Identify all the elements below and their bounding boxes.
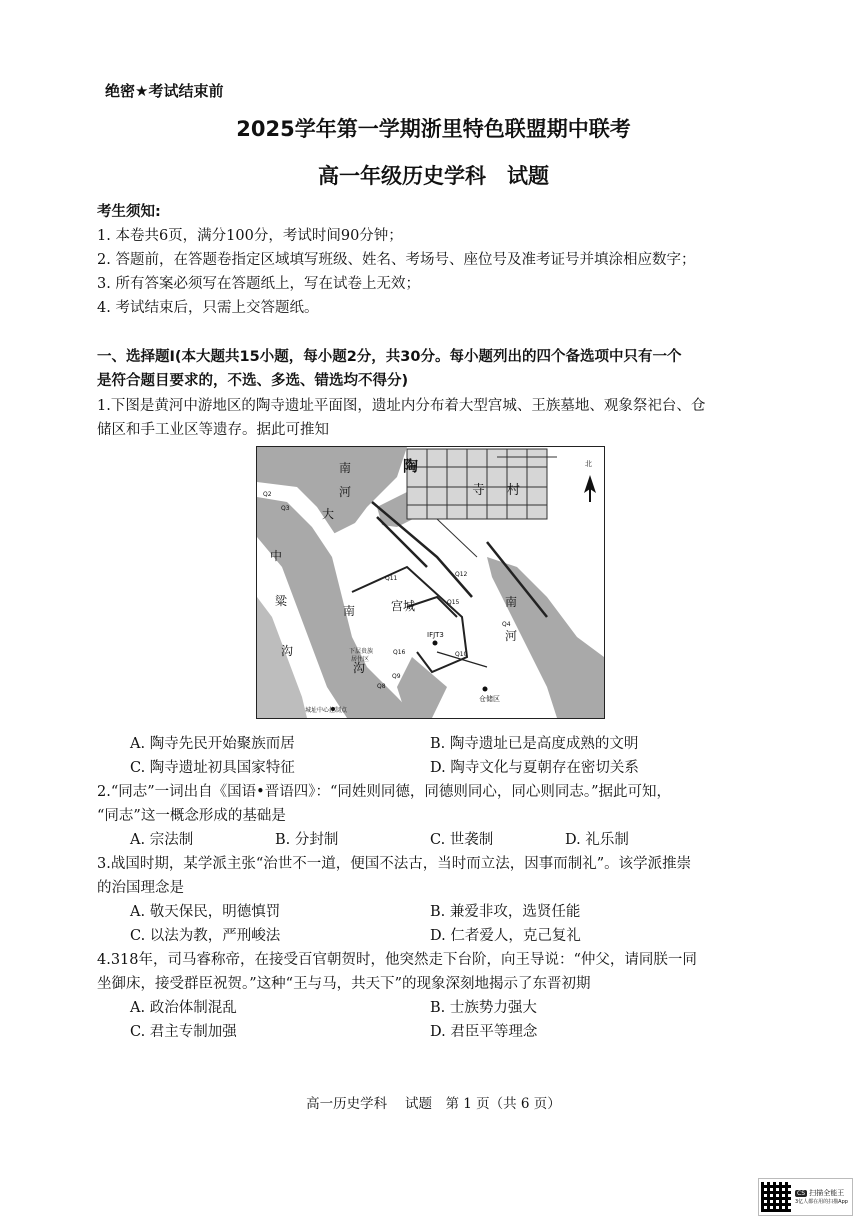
option: C. 世袭制 bbox=[430, 832, 494, 848]
secret-label: 绝密★考试结束前 bbox=[105, 82, 224, 100]
map-label-gou: 沟 bbox=[281, 644, 294, 658]
qr-code-icon bbox=[761, 1182, 791, 1212]
option: B. 士族势力强大 bbox=[430, 1000, 537, 1016]
notice-heading: 考生须知: bbox=[97, 204, 161, 220]
map-label-q15: Q15 bbox=[447, 599, 460, 606]
exam-subtitle: 高一年级历史学科 试题 bbox=[318, 164, 549, 188]
question-stem: 的治国理念是 bbox=[97, 880, 184, 896]
map-label-nan1: 南 bbox=[339, 461, 352, 475]
map-label-ifjt3: IFJT3 bbox=[427, 631, 444, 639]
map-label-nan3: 南 bbox=[505, 595, 518, 609]
question-stem: 坐御床，接受群臣祝贺。”这种“王与马，共天下”的现象深刻地揭示了东晋初期 bbox=[97, 976, 591, 992]
watermark-sub: 3亿人都在用的扫描App bbox=[795, 1199, 848, 1205]
notice-item: 4. 考试结束后，只需上交答题纸。 bbox=[97, 300, 319, 316]
question-stem: 1.下图是黄河中游地区的陶寺遗址平面图，遗址内分布着大型宫城、王族墓地、观象祭祀台、仓 bbox=[97, 398, 706, 414]
notice-item: 2. 答题前，在答题卷指定区域填写班级、姓名、考场号、座位号及准考证号并填涂相应数字； bbox=[97, 252, 696, 268]
option: C. 陶寺遗址初具国家特征 bbox=[130, 760, 295, 776]
map-label-si: 寺 bbox=[472, 483, 486, 498]
option: B. 陶寺遗址已是高度成熟的文明 bbox=[430, 736, 639, 752]
question-stem: 4.318年，司马睿称帝，在接受百官朝贺时，他突然走下台阶，向王导说：“仲父，请同朕一同 bbox=[97, 952, 697, 968]
question-stem: “同志”这一概念形成的基础是 bbox=[97, 808, 286, 824]
map-label-he1: 河 bbox=[339, 485, 352, 499]
option: C. 以法为教，严刑峻法 bbox=[130, 928, 281, 944]
option: D. 仁者爱人，克己复礼 bbox=[430, 928, 581, 944]
watermark-text bbox=[795, 1189, 848, 1206]
map-label-juzhu: 居住区 bbox=[351, 656, 370, 663]
option: A. 政治体制混乱 bbox=[130, 1000, 237, 1016]
map-label-zhong: 中 bbox=[270, 549, 283, 563]
map-label-gongcheng: 宫城 bbox=[391, 599, 416, 613]
map-drawing bbox=[257, 447, 604, 718]
notice-item: 1. 本卷共6页，满分100分，考试时间90分钟； bbox=[97, 228, 403, 244]
map-label-gou2: 沟 bbox=[353, 661, 366, 675]
option: A. 陶寺先民开始聚族而居 bbox=[130, 736, 295, 752]
question-stem: 储区和手工业区等遗存。据此可推知 bbox=[97, 422, 329, 438]
question-stem: 3.战国时期，某学派主张“治世不一道，便国不法古，当时而立法，因事而制礼”。该学派推崇 bbox=[97, 856, 692, 872]
option: C. 君主专制加强 bbox=[130, 1024, 237, 1040]
exam-title: 2025学年第一学期浙里特色联盟期中联考 bbox=[236, 117, 631, 141]
map-label-q8: Q8 bbox=[377, 683, 386, 690]
map-label-q16: Q16 bbox=[393, 649, 406, 656]
section-heading: 一、选择题Ⅰ(本大题共15小题，每小题2分，共30分。每小题列出的四个备选项中只有一个 bbox=[97, 349, 682, 365]
map-label-q12: Q12 bbox=[455, 571, 468, 578]
map-label-control: 城址中心控制点 bbox=[305, 707, 348, 714]
map-label-he2: 河 bbox=[505, 629, 518, 643]
map-label-cun: 村 bbox=[507, 483, 521, 498]
option: B. 兼爱非攻，选贤任能 bbox=[430, 904, 581, 920]
map-label-tao: 陶 bbox=[403, 457, 419, 475]
map-label-cangchu: 仓储区 bbox=[479, 695, 500, 703]
map-label-q11: Q11 bbox=[385, 575, 398, 582]
map-label-q4: Q4 bbox=[502, 621, 511, 628]
taosi-site-map bbox=[256, 446, 605, 719]
map-label-q2: Q2 bbox=[263, 491, 272, 498]
map-north-label: 北 bbox=[585, 460, 592, 468]
option: A. 敬天保民，明德慎罚 bbox=[130, 904, 281, 920]
option: B. 分封制 bbox=[275, 832, 339, 848]
option: D. 君臣平等理念 bbox=[430, 1024, 538, 1040]
option: A. 宗法制 bbox=[130, 832, 194, 848]
map-label-nan2: 南 bbox=[343, 604, 356, 618]
page-footer: 高一历史学科 试题 第 1 页（共 6 页） bbox=[306, 1096, 561, 1112]
map-label-q9: Q9 bbox=[392, 673, 401, 680]
map-label-q3: Q3 bbox=[281, 505, 290, 512]
map-label-q10: Q10 bbox=[455, 651, 468, 658]
map-label-xiaceng: 下层贵族 bbox=[349, 648, 374, 655]
watermark-brand: 扫描全能王 bbox=[809, 1188, 845, 1197]
option: D. 陶寺文化与夏朝存在密切关系 bbox=[430, 760, 639, 776]
map-label-da: 大 bbox=[322, 507, 335, 521]
question-stem: 2.“同志”一词出自《国语•晋语四》：“同姓则同德，同德则同心，同心则同志。”据此可知， bbox=[97, 784, 672, 800]
notice-item: 3. 所有答案必须写在答题纸上，写在试卷上无效； bbox=[97, 276, 420, 292]
cs-logo-icon: CS bbox=[797, 1189, 805, 1197]
map-label-liang: 粱 bbox=[275, 594, 288, 608]
option: D. 礼乐制 bbox=[565, 832, 629, 848]
section-heading: 是符合题目要求的，不选、多选、错选均不得分) bbox=[97, 373, 409, 389]
scanner-watermark bbox=[758, 1178, 853, 1216]
